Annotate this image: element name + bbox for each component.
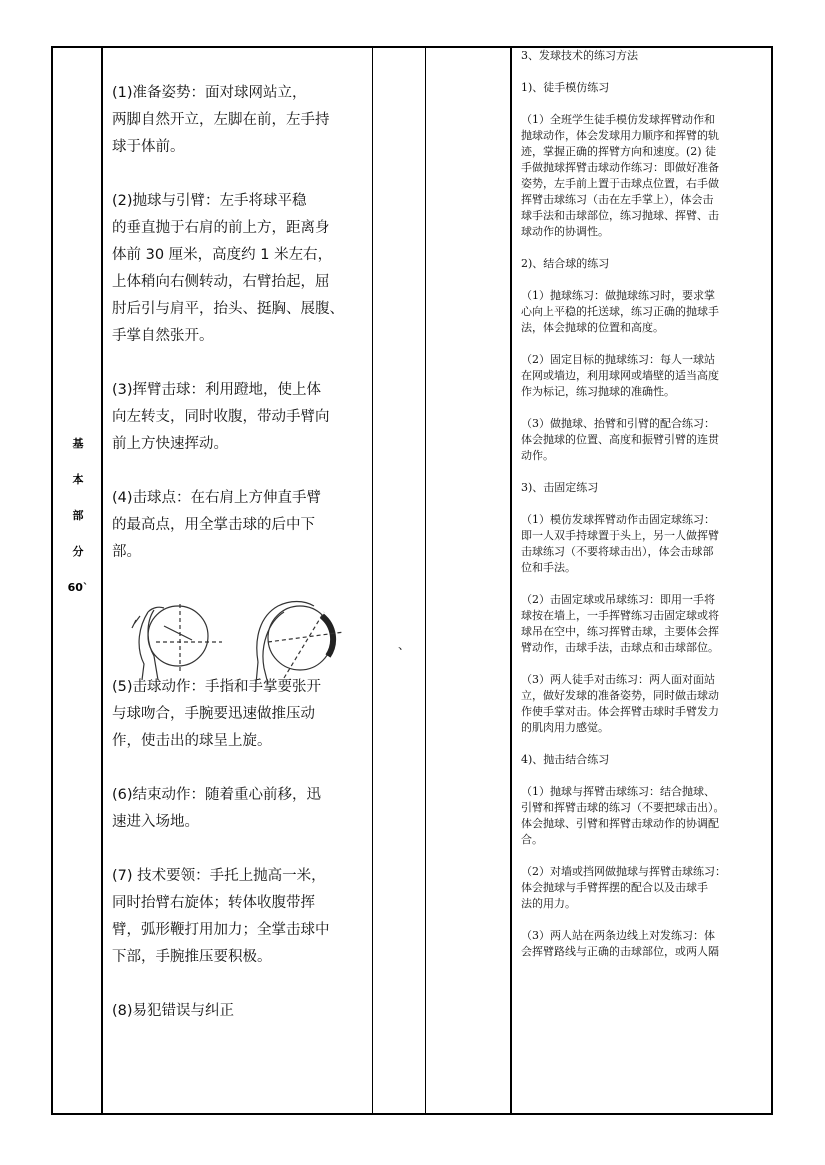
section-label-char: 分 [72,545,84,558]
practice-line: 立，做好发球的准备姿势，同时做击球动 [521,689,719,702]
content-line: (4)击球点：在右肩上方伸直手臂 [112,490,322,506]
section-label-char: 本 [72,473,84,486]
practice-line: 2)、结合球的练习 [521,257,610,270]
section-label-char: 部 [72,509,84,522]
content-line: 前上方快速挥动。 [112,436,228,452]
blank-line [521,400,766,416]
content-line: (7) 技术要领：手托上抛高一米， [112,868,326,884]
column-divider [425,46,426,1115]
blank-line [521,736,766,752]
practice-line: 动作。 [521,449,554,462]
section-label-char: 基 [72,437,84,450]
practice-line: 即一人双手持球置于头上，另一人做挥臂 [521,529,719,542]
content-line: 手掌自然张开。 [112,328,214,344]
blank-line [521,96,766,112]
blank-line [521,496,766,512]
practice-line: 法的用力。 [521,897,576,910]
practice-line: 球手法和击球部位，练习抛球、挥臂、击 [521,209,719,222]
practice-line: （1）抛球与挥臂击球练习：结合抛球、 [521,785,715,798]
blank-line [521,768,766,784]
practice-line: （2）对墙或挡网做抛球与挥臂击球练习： [521,865,726,878]
ball-icon [148,606,208,666]
blank-line [521,912,766,928]
practice-line: 臂动作，击球手法，击球点和击球部位。 [521,641,719,654]
content-line: 臂，弧形鞭打用加力；全掌击球中 [112,922,330,938]
blank-line [112,566,362,593]
blank-line [112,161,362,188]
content-line: 体前 30 厘米，高度约 1 米左右， [112,247,333,263]
content-line: 部。 [112,544,141,560]
practice-line: 合。 [521,833,543,846]
practice-line: （1）抛球练习：做抛球练习时，要求掌 [521,289,715,302]
blank-line [112,458,362,485]
blank-line [521,464,766,480]
practice-line: 作为标记，练习抛球的准确性。 [521,385,675,398]
content-line: (6)结束动作：随着重心前移，迅 [112,787,322,803]
blank-line [521,576,766,592]
practice-line: 体会抛球的位置、高度和振臂引臂的连贯 [521,433,719,446]
blank-line [521,272,766,288]
practice-line: （3）做抛球、抬臂和引臂的配合练习： [521,417,715,430]
practice-line: 会挥臂路线与正确的击球部位，或两人隔 [521,945,719,958]
blank-line [521,64,766,80]
content-line: 球于体前。 [112,139,185,155]
content-line: (1)准备姿势：面对球网站立， [112,85,307,101]
practice-line: 击球练习（不要将球击出），体会击球部 [521,545,714,558]
content-line: (3)挥臂击球：利用蹬地，使上体 [112,382,322,398]
serve-hand-illustration [118,598,348,686]
content-line: 向左转支，同时收腹，带动手臂向 [112,409,330,425]
section-label-duration: 60` [67,581,89,594]
practice-line: 手做抛球挥臂击球动作练习：即做好准备 [521,161,719,174]
column-divider [510,46,512,1115]
practice-line: 的肌肉用力感觉。 [521,721,609,734]
content-line: 上体稍向右侧转动，右臂抬起，屈 [112,274,330,290]
practice-line: 球按在墙上，一手挥臂练习击固定球或将 [521,609,719,622]
practice-methods [521,48,766,960]
practice-line: 体会抛球、引臂和挥臂击球动作的协调配 [521,817,719,830]
practice-line: 3)、击固定练习 [521,481,599,494]
section-label [54,438,102,618]
practice-line: 引臂和挥臂击球的练习（不要把球击出）。 [521,801,725,814]
practice-line: （3）两人徒手对击练习：两人面对面站 [521,673,715,686]
practice-line: 球吊在空中，练习挥臂击球，主要体会挥 [521,625,719,638]
practice-line: 体会抛球与手臂挥摆的配合以及击球手 [521,881,708,894]
blank-line [112,836,362,863]
practice-line: （2）击固定球或吊球练习：即用一手将 [521,593,715,606]
content-line: (2)抛球与引臂：左手将球平稳 [112,193,307,209]
tick-mark: 、 [398,638,411,652]
practice-line: 抛球动作，体会发球用力顺序和挥臂的轨 [521,129,719,142]
practice-line: 作使手掌对击。体会挥臂击球时手臂发力 [521,705,719,718]
practice-line: （2）固定目标的抛球练习：每人一球站 [521,353,715,366]
column-divider [372,46,373,1115]
practice-line: 挥臂击球练习（击在左手掌上），体会击 [521,193,714,206]
content-line: (5)击球动作：手指和手掌要张开 [112,679,322,695]
content-line: 的垂直抛于右肩的前上方，距离身 [112,220,330,236]
content-line: 的最高点，用全掌击球的后中下 [112,517,315,533]
blank-line [112,350,362,377]
blank-line [521,240,766,256]
blank-line [521,656,766,672]
practice-line: （1）模仿发球挥臂动作击固定球练习： [521,513,715,526]
practice-line: （1）全班学生徒手模仿发球挥臂动作和 [521,113,715,126]
practice-line: 1)、徒手模仿练习 [521,81,610,94]
content-line: 肘后引与肩平，抬头、挺胸、展腹、 [112,301,344,317]
content-line: (8)易犯错误与纠正 [112,1003,235,1019]
blank-line [521,848,766,864]
practice-line: 姿势，左手前上置于击球点位置，右手做 [521,177,719,190]
content-line: 速进入场地。 [112,814,199,830]
content-line: 同时抬臂右旋体；转体收腹带挥 [112,895,315,911]
practice-line: 在网或墙边，利用球网或墙壁的适当高度 [521,369,719,382]
practice-line: 球动作的协调性。 [521,225,609,238]
blank-line [112,755,362,782]
content-line: 与球吻合，手腕要迅速做推压动 [112,706,315,722]
content-line: 下部，手腕推压要积极。 [112,949,272,965]
blank-line [112,971,362,998]
content-line: 作，使击出的球呈上旋。 [112,733,272,749]
practice-line: 心向上平稳的托送球，练习正确的抛球手 [521,305,719,318]
teaching-content [112,80,362,1025]
practice-line: 位和手法。 [521,561,576,574]
practice-line: （3）两人站在两条边线上对发练习：体 [521,929,715,942]
practice-line: 4)、抛击结合练习 [521,753,610,766]
practice-line: 3、发球技术的练习方法 [521,49,638,62]
content-line: 两脚自然开立，左脚在前，左手持 [112,112,330,128]
blank-line [521,336,766,352]
practice-line: 法，体会抛球的位置和高度。 [521,321,664,334]
practice-line: 迹，掌握正确的挥臂方向和速度。(2) 徒 [521,145,717,158]
